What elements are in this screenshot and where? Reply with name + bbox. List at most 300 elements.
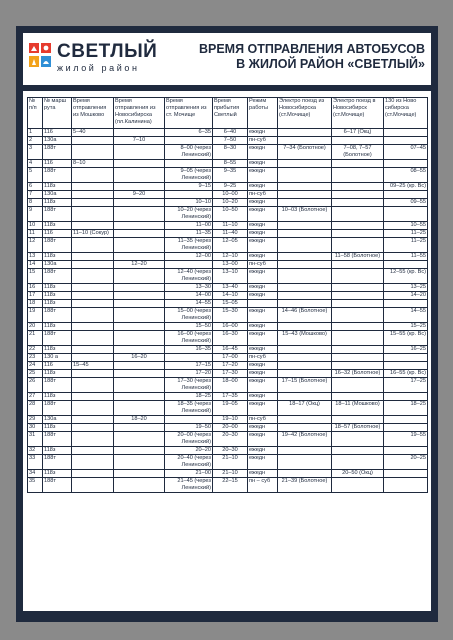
- table-cell: 20–00: [213, 424, 248, 432]
- table-cell: [72, 284, 114, 292]
- table-cell: [72, 253, 114, 261]
- table-row: [28, 393, 428, 401]
- table-cell: [384, 191, 428, 199]
- table-cell: ежедн: [248, 447, 278, 455]
- title-line-1: ВРЕМЯ ОТПРАВЛЕНИЯ АВТОБУСОВ: [198, 42, 425, 56]
- table-cell: [72, 401, 114, 416]
- table-cell: [72, 478, 114, 493]
- table-cell: 130а: [43, 261, 72, 269]
- table-cell: 6–35: [165, 129, 213, 137]
- table-cell: 13: [28, 253, 43, 261]
- table-cell: [114, 269, 165, 284]
- table-cell: 19–42 (Болотное): [278, 432, 332, 447]
- table-row: [28, 207, 428, 222]
- table-cell: 130а: [43, 416, 72, 424]
- table-cell: [278, 370, 332, 378]
- table-cell: [165, 160, 213, 168]
- table-cell: [384, 261, 428, 269]
- poster: [23, 33, 431, 611]
- table-cell: [278, 160, 332, 168]
- table-cell: 2: [28, 137, 43, 145]
- table-cell: 188т: [43, 168, 72, 183]
- table-cell: [332, 137, 384, 145]
- table-cell: 118з: [43, 470, 72, 478]
- table-cell: 5–40: [72, 129, 114, 137]
- table-cell: 08–55: [384, 168, 428, 183]
- table-row: [28, 346, 428, 354]
- table-cell: [278, 416, 332, 424]
- table-cell: 7–50: [213, 137, 248, 145]
- table-cell: 116: [43, 129, 72, 137]
- table-cell: [384, 447, 428, 455]
- table-cell: [278, 470, 332, 478]
- table-cell: 31: [28, 432, 43, 447]
- table-cell: 12–00: [165, 253, 213, 261]
- table-cell: 6–17 (Окц): [332, 129, 384, 137]
- table-cell: 12–20: [114, 261, 165, 269]
- table-cell: 22: [28, 346, 43, 354]
- table-row: [28, 261, 428, 269]
- table-cell: [114, 308, 165, 323]
- table-cell: 12–10: [213, 253, 248, 261]
- table-cell: 29: [28, 416, 43, 424]
- table-cell: ежедн: [248, 145, 278, 160]
- table-cell: [72, 183, 114, 191]
- table-cell: 8–55: [213, 160, 248, 168]
- table-cell: 18–11 (Мошково): [332, 401, 384, 416]
- table-cell: 20–20: [165, 447, 213, 455]
- table-cell: 7–34 (Болотное): [278, 145, 332, 160]
- table-cell: [72, 447, 114, 455]
- table-cell: [384, 478, 428, 493]
- table-cell: 9: [28, 207, 43, 222]
- table-cell: 18–25: [165, 393, 213, 401]
- table-cell: 118з: [43, 183, 72, 191]
- table-cell: ежедн: [248, 222, 278, 230]
- table-cell: 16–55 (кр. Вс): [384, 370, 428, 378]
- table-cell: 17–35: [213, 393, 248, 401]
- table-cell: ежедн: [248, 129, 278, 137]
- table-cell: 21–39 (Болотное): [278, 478, 332, 493]
- poster-header: [23, 33, 431, 79]
- table-row: [28, 478, 428, 493]
- table-cell: 15: [28, 269, 43, 284]
- table-cell: [114, 207, 165, 222]
- table-cell: 6: [28, 183, 43, 191]
- table-cell: 16–30: [213, 331, 248, 346]
- table-cell: [114, 238, 165, 253]
- table-cell: [384, 470, 428, 478]
- table-cell: 14: [28, 261, 43, 269]
- table-cell: 27: [28, 393, 43, 401]
- table-cell: 20–40 (через Ленинский): [165, 455, 213, 470]
- table-cell: [278, 261, 332, 269]
- table-cell: 11–25: [384, 230, 428, 238]
- table-cell: [114, 222, 165, 230]
- table-cell: 116: [43, 230, 72, 238]
- table-cell: 14–20: [384, 292, 428, 300]
- table-cell: [278, 323, 332, 331]
- table-cell: 9–20: [114, 191, 165, 199]
- table-cell: [332, 354, 384, 362]
- table-cell: [165, 416, 213, 424]
- table-cell: 13–10: [213, 269, 248, 284]
- table-cell: [114, 300, 165, 308]
- table-cell: 10–10: [165, 199, 213, 207]
- table-cell: 15–00 (через Ленинский): [165, 308, 213, 323]
- table-cell: 18–17 (Окц): [278, 401, 332, 416]
- table-cell: [114, 346, 165, 354]
- table-cell: [332, 478, 384, 493]
- table-cell: [114, 393, 165, 401]
- table-cell: 20–00 (через Ленинский): [165, 432, 213, 447]
- table-cell: 8–10: [72, 160, 114, 168]
- table-cell: 4: [28, 160, 43, 168]
- table-cell: 12–40 (через Ленинский): [165, 269, 213, 284]
- table-cell: [114, 370, 165, 378]
- table-cell: [114, 230, 165, 238]
- table-cell: [278, 346, 332, 354]
- table-cell: [72, 455, 114, 470]
- table-cell: 15–25: [384, 323, 428, 331]
- table-cell: [332, 416, 384, 424]
- table-cell: 17–00: [213, 354, 248, 362]
- table-cell: [332, 238, 384, 253]
- table-cell: 20: [28, 323, 43, 331]
- table-cell: 188т: [43, 207, 72, 222]
- table-cell: 188т: [43, 401, 72, 416]
- table-cell: [72, 199, 114, 207]
- table-cell: [332, 447, 384, 455]
- table-cell: 16–35: [165, 346, 213, 354]
- table-cell: 18–00: [213, 378, 248, 393]
- col-train-from-novosibirsk: Электро поезд из Новосибирска (ст.Мочище): [278, 98, 332, 129]
- table-cell: [72, 261, 114, 269]
- table-cell: ежедн: [248, 401, 278, 416]
- table-cell: ежедн: [248, 160, 278, 168]
- table-cell: 19–50: [165, 424, 213, 432]
- table-cell: 18–25: [384, 401, 428, 416]
- table-cell: 11–55: [384, 253, 428, 261]
- table-cell: 19–10: [213, 416, 248, 424]
- table-cell: 130а: [43, 137, 72, 145]
- table-cell: [384, 424, 428, 432]
- table-cell: [114, 168, 165, 183]
- table-cell: [72, 137, 114, 145]
- table-cell: 16–25: [384, 346, 428, 354]
- table-cell: [332, 346, 384, 354]
- table-cell: 11: [28, 230, 43, 238]
- table-row: [28, 269, 428, 284]
- table-cell: 07–45: [384, 145, 428, 160]
- header-divider: [23, 85, 431, 91]
- table-cell: 21–00: [165, 470, 213, 478]
- table-cell: 116: [43, 362, 72, 370]
- table-cell: 188т: [43, 238, 72, 253]
- table-row: [28, 401, 428, 416]
- table-cell: [278, 269, 332, 284]
- table-cell: 21: [28, 331, 43, 346]
- table-cell: ежедн: [248, 378, 278, 393]
- table-cell: ежедн: [248, 230, 278, 238]
- table-cell: ежедн: [248, 183, 278, 191]
- table-cell: 118з: [43, 447, 72, 455]
- table-cell: 10–00: [213, 191, 248, 199]
- table-cell: 18–20: [114, 416, 165, 424]
- table-cell: [114, 455, 165, 470]
- table-cell: 15–50: [165, 323, 213, 331]
- table-cell: 11–35: [165, 230, 213, 238]
- table-cell: [332, 331, 384, 346]
- table-row: [28, 292, 428, 300]
- table-cell: 10–55: [384, 222, 428, 230]
- table-cell: 16–45: [213, 346, 248, 354]
- table-cell: [72, 331, 114, 346]
- table-cell: [278, 137, 332, 145]
- table-cell: [114, 183, 165, 191]
- table-cell: 16–32 (Болотное): [332, 370, 384, 378]
- table-cell: ежедн: [248, 370, 278, 378]
- table-cell: ежедн: [248, 455, 278, 470]
- table-cell: 17–15: [165, 362, 213, 370]
- table-cell: [72, 470, 114, 478]
- table-cell: 28: [28, 401, 43, 416]
- table-cell: ежедн: [248, 207, 278, 222]
- table-cell: [278, 238, 332, 253]
- table-cell: 7: [28, 191, 43, 199]
- table-row: [28, 378, 428, 393]
- table-cell: [72, 416, 114, 424]
- table-row: [28, 284, 428, 292]
- table-cell: 118з: [43, 253, 72, 261]
- table-body: [28, 129, 428, 493]
- table-cell: 10–50: [213, 207, 248, 222]
- table-cell: [72, 168, 114, 183]
- table-cell: ежедн: [248, 284, 278, 292]
- table-cell: [72, 370, 114, 378]
- table-cell: [72, 191, 114, 199]
- table-cell: [165, 137, 213, 145]
- table-cell: [332, 432, 384, 447]
- table-cell: [114, 424, 165, 432]
- table-cell: [384, 300, 428, 308]
- table-cell: 30: [28, 424, 43, 432]
- table-cell: [278, 222, 332, 230]
- table-row: [28, 183, 428, 191]
- table-cell: [114, 145, 165, 160]
- table-cell: 188т: [43, 378, 72, 393]
- table-cell: [384, 362, 428, 370]
- table-cell: ежедн: [248, 199, 278, 207]
- table-cell: [332, 378, 384, 393]
- table-cell: ежедн: [248, 432, 278, 447]
- table-cell: 26: [28, 378, 43, 393]
- table-row: [28, 160, 428, 168]
- table-cell: ежедн: [248, 362, 278, 370]
- table-cell: [114, 362, 165, 370]
- table-cell: ежедн: [248, 346, 278, 354]
- brand-subtitle: жилой район: [57, 63, 140, 73]
- table-row: [28, 300, 428, 308]
- table-cell: 116: [43, 160, 72, 168]
- table-cell: 17–15 (Болотное): [278, 378, 332, 393]
- table-cell: ежедн: [248, 470, 278, 478]
- table-cell: 16–00 (через Ленинский): [165, 331, 213, 346]
- table-cell: пн-суб: [248, 191, 278, 199]
- table-cell: 188т: [43, 331, 72, 346]
- table-cell: [72, 300, 114, 308]
- table-cell: 15–45: [72, 362, 114, 370]
- table-cell: 130 а: [43, 354, 72, 362]
- table-cell: [72, 308, 114, 323]
- table-cell: [278, 191, 332, 199]
- table-cell: ежедн: [248, 253, 278, 261]
- table-cell: [278, 393, 332, 401]
- table-cell: 19–55: [384, 432, 428, 447]
- table-cell: 9–25: [213, 183, 248, 191]
- table-cell: 14–00: [165, 292, 213, 300]
- table-cell: 13–00: [213, 261, 248, 269]
- table-cell: 14–55: [165, 300, 213, 308]
- table-cell: [72, 378, 114, 393]
- table-cell: [72, 269, 114, 284]
- table-cell: 14–55: [384, 308, 428, 323]
- col-route: № марш рута: [43, 98, 72, 129]
- table-cell: 118з: [43, 300, 72, 308]
- table-row: [28, 432, 428, 447]
- title-line-2: В ЖИЛОЙ РАЙОН «СВЕТЛЫЙ»: [236, 57, 425, 71]
- table-cell: 11–00: [165, 222, 213, 230]
- table-cell: 10–03 (Болотное): [278, 207, 332, 222]
- table-cell: [278, 253, 332, 261]
- table-cell: [332, 230, 384, 238]
- table-cell: ежедн: [248, 292, 278, 300]
- table-cell: ежедн: [248, 238, 278, 253]
- table-cell: 8: [28, 199, 43, 207]
- table-cell: ежедн: [248, 168, 278, 183]
- table-row: [28, 470, 428, 478]
- table-cell: 118з: [43, 370, 72, 378]
- table-cell: 35: [28, 478, 43, 493]
- table-cell: 18–57 (Болотное): [332, 424, 384, 432]
- table-cell: ежедн: [248, 424, 278, 432]
- table-cell: 11–35 (через Ленинский): [165, 238, 213, 253]
- table-cell: 118з: [43, 346, 72, 354]
- table-cell: [114, 447, 165, 455]
- table-cell: 130а: [43, 191, 72, 199]
- col-arrive-svetly: Время прибытия Светлый: [213, 98, 248, 129]
- table-cell: 118з: [43, 284, 72, 292]
- table-cell: [278, 183, 332, 191]
- table-cell: [332, 393, 384, 401]
- table-cell: ежедн: [248, 323, 278, 331]
- table-cell: пн-суб: [248, 354, 278, 362]
- table-cell: 5: [28, 168, 43, 183]
- table-cell: 13–25: [384, 284, 428, 292]
- table-row: [28, 191, 428, 199]
- table-cell: 10: [28, 222, 43, 230]
- table-cell: 21–45 (через Ленинский): [165, 478, 213, 493]
- table-cell: [384, 207, 428, 222]
- table-cell: 188т: [43, 432, 72, 447]
- table-cell: [248, 300, 278, 308]
- table-cell: 16–20: [114, 354, 165, 362]
- table-cell: [114, 470, 165, 478]
- table-row: [28, 199, 428, 207]
- table-cell: 11–40: [213, 230, 248, 238]
- table-cell: 14–10: [213, 292, 248, 300]
- table-cell: 12: [28, 238, 43, 253]
- table-cell: [332, 261, 384, 269]
- table-cell: 09–55: [384, 199, 428, 207]
- table-cell: [332, 207, 384, 222]
- table-cell: 7–10: [114, 137, 165, 145]
- table-cell: [114, 292, 165, 300]
- table-row: [28, 331, 428, 346]
- table-cell: [72, 354, 114, 362]
- table-cell: 33: [28, 455, 43, 470]
- table-cell: [332, 292, 384, 300]
- schedule-table: [27, 97, 428, 493]
- table-cell: 17–25: [384, 378, 428, 393]
- table-cell: пн – суб: [248, 478, 278, 493]
- table-cell: 34: [28, 470, 43, 478]
- table-cell: 17–30: [213, 370, 248, 378]
- logo-icon: [29, 43, 51, 69]
- table-cell: 10–20: [213, 199, 248, 207]
- table-row: [28, 238, 428, 253]
- table-cell: [114, 432, 165, 447]
- table-cell: 17–30 (через Ленинский): [165, 378, 213, 393]
- table-cell: [278, 199, 332, 207]
- table-cell: 12–55 (кр. Вс): [384, 269, 428, 284]
- table-cell: 118з: [43, 323, 72, 331]
- table-cell: 11–10 (Сокур): [72, 230, 114, 238]
- table-cell: [332, 222, 384, 230]
- table-row: [28, 230, 428, 238]
- table-cell: 20–30: [213, 447, 248, 455]
- table-cell: 20–30: [213, 432, 248, 447]
- table-cell: [332, 300, 384, 308]
- table-cell: [384, 393, 428, 401]
- table-cell: [278, 354, 332, 362]
- table-cell: [332, 269, 384, 284]
- table-cell: 118з: [43, 199, 72, 207]
- table-cell: [114, 199, 165, 207]
- table-cell: 188т: [43, 455, 72, 470]
- table-cell: [72, 323, 114, 331]
- table-cell: 19–05: [213, 401, 248, 416]
- table-cell: 188т: [43, 478, 72, 493]
- table-row: [28, 222, 428, 230]
- table-cell: [384, 160, 428, 168]
- table-cell: 23: [28, 354, 43, 362]
- table-cell: [278, 447, 332, 455]
- table-cell: [332, 284, 384, 292]
- table-cell: [278, 455, 332, 470]
- table-cell: 118з: [43, 424, 72, 432]
- table-cell: 17–20: [165, 370, 213, 378]
- table-row: [28, 362, 428, 370]
- table-cell: [278, 300, 332, 308]
- table-cell: 15–05: [213, 300, 248, 308]
- table-cell: [332, 168, 384, 183]
- table-cell: 9–05 (через Ленинский): [165, 168, 213, 183]
- table-cell: 9–15: [165, 183, 213, 191]
- table-cell: [72, 424, 114, 432]
- table-cell: ежедн: [248, 331, 278, 346]
- table-cell: 19: [28, 308, 43, 323]
